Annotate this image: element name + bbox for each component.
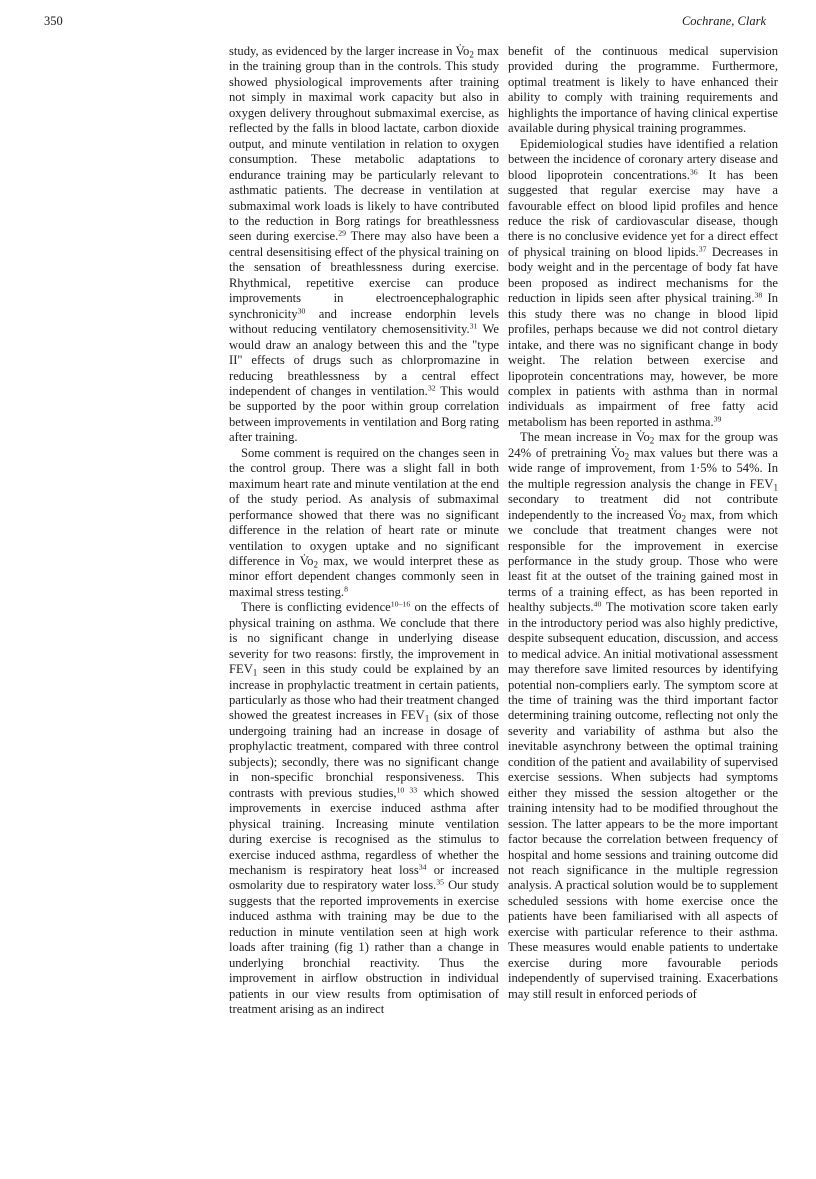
body-paragraph: The mean increase in $V̇o_2$ max for the group was 24% of pretraining $V̇o_2$ max values but there was a wide range of improvement, from 1·5% to 54%. In the multiple regression analysis the change in $FEV_1$ secondary to treatment did not contribute independently to the increased $V̇o_2$ max, from which we conclude that treatment changes were not responsible for the improvement in exercise performance in the study group. Those who were least fit at the outset of the training gained most in terms of a training effect, as has been reported in healthy subjects.$^{40}$ The motivation score taken early in the introductory period was also highly predictive, despite subsequent education, discussion, and access to medical advice. An initial motivational assessment may therefore save limited resources by identifying potential non-compliers early. The symptom score at the time of training was the third important factor determining training outcome, reflecting not only the severity and variability of asthma but also the inevitable asynchrony between the optimal training condition of the patient and availability of supervised exercise sessions. When subjects had symptoms either they missed the session altogether or the training intensity had to be modified throughout the session. The latter appears to be the more important factor because the correlation between frequency of hospital and home sessions and training outcome did not reach significance in the multiple regression analysis. A practical solution would be to supplement scheduled sessions with home exercise once the patients have been familiarised with all aspects of exercise with particular reference to their asthma. These measures would enable patients to undertake exercise during more favourable periods independently of supervised training. Exacerbations may still result in enforced periods of (508, 430, 779, 1001)
body-paragraph: benefit of the continuous medical supervision provided during the programme. Furthermore, optimal treatment is likely to have enhanced their ability to comply with training requirements and highlights the importance of having clinical expertise available during physical training programmes. (508, 44, 778, 136)
page-header (0, 14, 816, 34)
body-paragraph: Epidemiological studies have identified a relation between the incidence of coronary artery disease and blood lipoprotein concentrations.$^{36}$ It has been suggested that regular exercise may have a favourable effect on blood lipid profiles and hence reduce the risk of cardiovascular disease, though there is no conclusive evidence yet for a direct effect of physical training on blood lipids.$^{37}$ Decreases in body weight and in the percentage of body fat have been proposed as indirect mechanisms for the reduction in lipids seen after physical training.$^{38}$ In this study there was no change in blood lipid profiles, perhaps because we did not control dietary intake, and there was no significant change in body weight. The relation between exercise and lipoprotein concentrations may, however, be more complex in patients with asthma than in normal individuals as impairment of free fatty acid metabolism has been reported in asthma.$^{39}$ (508, 136, 779, 429)
body-paragraph: Some comment is required on the changes seen in the control group. There was a slight fall in both maximum heart rate and minute ventilation at the end of the study period. As analysis of submaximal performance showed that there was no significant difference in the relation of heart rate or minute ventilation to oxygen uptake and no significant difference in $V̇o_2$ max, we would interpret these as minor effort dependent changes commonly seen in maximal stress testing.$^8$ (229, 445, 499, 599)
left-column (229, 44, 499, 1018)
page-number: 350 (44, 14, 63, 28)
body-paragraph: study, as evidenced by the larger increase in $V̇o_2$ max in the training group than in the controls. This study showed physiological improvements after training not simply in maximal work capacity but also in oxygen delivery throughout submaximal exercise, as reflected by the falls in blood lactate, carbon dioxide output, and minute ventilation in relation to oxygen consumption. These metabolic adaptations to endurance training may be particularly relevant to asthmatic patients. The decrease in ventilation at submaximal work loads is likely to have contributed to the reduction in Borg ratings for breathlessness seen during exercise.$^{29}$ There may also have been a central desensitising effect of the physical training on the sensation of breathlessness during exercise. Rhythmical, repetitive exercise can produce improvements in electroencephalographic synchronicity$^{30}$ and increase endorphin levels without reducing ventilatory chemosensitivity.$^{31}$ We would draw an analogy between this and the "type II" effects of drugs such as chlorpromazine in reducing breathlessness by a central effect independent of changes in ventilation.$^{32}$ This would be supported by the poor within group correlation between improvements in ventilation and Borg rating after training. (229, 44, 500, 445)
body-paragraph: There is conflicting evidence$^{10-16}$ on the effects of physical training on asthma. We conclude that there is no significant change in underlying disease severity for two reasons: firstly, the improvement in $FEV_1$ seen in this study could be explained by an increase in prophylactic treatment in certain patients, particularly as those who had their treatment changed showed the greatest increases in $FEV_1$ (six of those undergoing training had an increase in dosage of prophylactic treatment, compared with three control subjects); secondly, there was no significant change in non-specific bronchial responsiveness. This contrasts with previous studies,$^{10 33}$ which showed improvements in exercise induced asthma after physical training. Increasing minute ventilation during exercise is recognised as the stimulus to exercise induced asthma, regardless of whether the mechanism is respiratory heat loss$^{34}$ or increased osmolarity due to respiratory water loss.$^{35}$ Our study suggests that the reported improvements in exercise induced asthma with training may be due to the reduction in minute ventilation seen at high work loads after training (fig 1) rather than a change in underlying bronchial reactivity. Thus the improvement in airflow obstruction in individual patients in our view results from optimisation of treatment arising as an indirect (229, 600, 499, 1017)
running-head: Cochrane, Clark (681, 14, 766, 28)
right-column (508, 44, 778, 1002)
